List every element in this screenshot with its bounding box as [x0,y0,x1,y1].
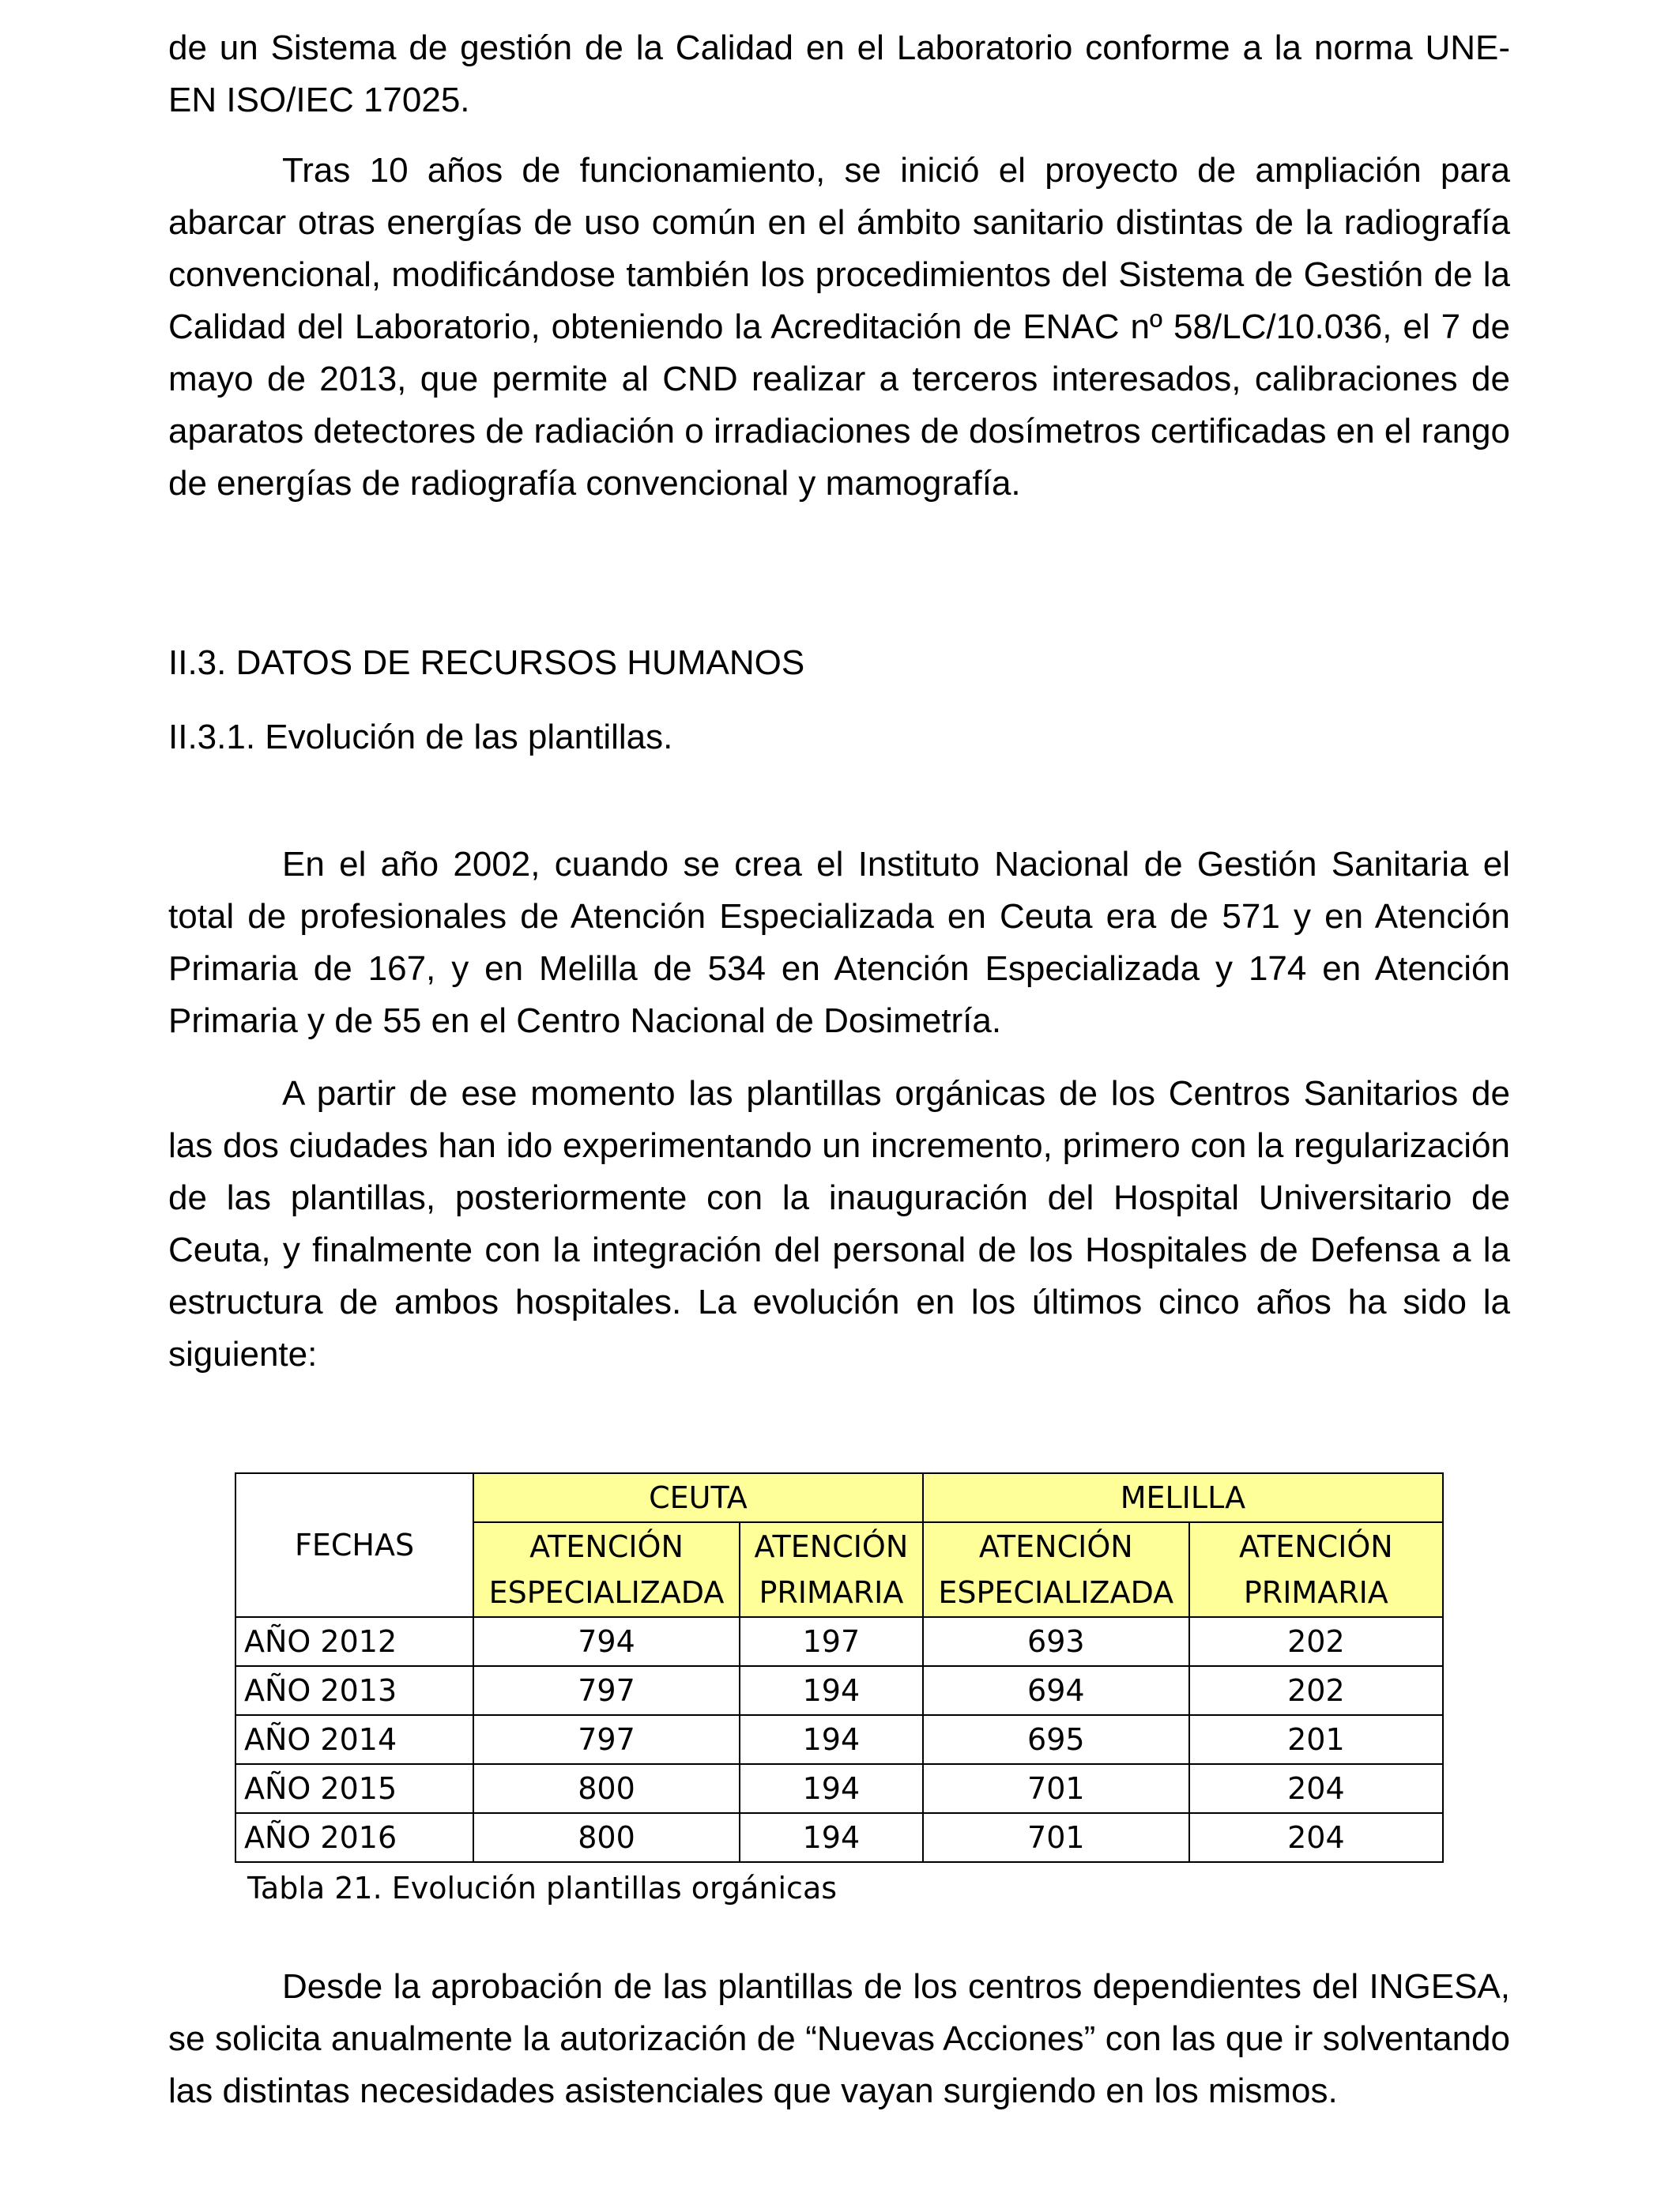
value-cell: 797 [473,1666,740,1715]
table-row [235,1715,1443,1764]
subsection-heading: II.3.1. Evolución de las plantillas. [168,718,673,756]
value-cell: 694 [923,1666,1189,1715]
year-cell: AÑO 2016 [235,1813,473,1862]
value-cell: 194 [740,1666,923,1715]
year-cell: AÑO 2015 [235,1764,473,1813]
value-cell: 695 [923,1715,1189,1764]
value-cell: 701 [923,1813,1189,1862]
value-cell: 202 [1189,1666,1443,1715]
melilla-primaria-header: ATENCIÓN PRIMARIA [1189,1522,1443,1617]
table-row [235,1617,1443,1666]
table-caption: Tabla 21. Evolución plantillas orgánicas [247,1871,838,1906]
table-row [235,1666,1443,1715]
paragraph-2: Tras 10 años de funcionamiento, se inició el proyecto de ampliación para abarcar otras energías de uso común en el ámbito sanitario distintas de la radiografía convencional, modificándose también los procedimientos del Sistema de Gestión de la Calidad del Laboratorio, obteniendo la Acreditación de ENAC nº 58/LC/10.036, el 7 de mayo de 2013, que permite al CND realizar a terceros interesados, calibraciones de aparatos detectores de radiación o irradiaciones de dosímetros certificadas en el rango de energías de radiografía convencional y mamografía. [168,151,1510,503]
ceuta-especializada-header: ATENCIÓN ESPECIALIZADA [473,1522,740,1617]
paragraph-4: A partir de ese momento las plantillas orgánicas de los Centros Sanitarios de las dos ciudades han ido experimentando un incremento, primero con la regularización de las plantillas, posteriormente con la inauguración del Hospital Universitario de Ceuta, y finalmente con la integración del personal de los Hospitales de Defensa a la estructura de ambos hospitales. La evolución en los últimos cinco años ha sido la siguiente: [168,1074,1510,1374]
fechas-header: FECHAS [235,1473,473,1617]
ceuta-primaria-header: ATENCIÓN PRIMARIA [740,1522,923,1617]
year-cell: AÑO 2013 [235,1666,473,1715]
year-cell: AÑO 2014 [235,1715,473,1764]
value-cell: 202 [1189,1617,1443,1666]
value-cell: 194 [740,1813,923,1862]
value-cell: 204 [1189,1764,1443,1813]
value-cell: 693 [923,1617,1189,1666]
year-cell: AÑO 2012 [235,1617,473,1666]
value-cell: 194 [740,1715,923,1764]
value-cell: 201 [1189,1715,1443,1764]
value-cell: 194 [740,1764,923,1813]
staffing-table-block [235,1472,1444,1910]
value-cell: 204 [1189,1813,1443,1862]
value-cell: 800 [473,1764,740,1813]
table-row [235,1813,1443,1862]
paragraph-5: Desde la aprobación de las plantillas de los centros dependientes del INGESA, se solicita anualmente la autorización de “Nuevas Acciones” con las que ir solventando las distintas necesidades asistenciales que vayan surgiendo en los mismos. [168,1967,1510,2110]
section-heading: II.3. DATOS DE RECURSOS HUMANOS [168,643,805,682]
staffing-table [235,1472,1444,1863]
table-row [235,1764,1443,1813]
value-cell: 701 [923,1764,1189,1813]
value-cell: 797 [473,1715,740,1764]
ceuta-header: CEUTA [473,1473,923,1522]
melilla-header: MELILLA [923,1473,1443,1522]
paragraph-1: de un Sistema de gestión de la Calidad en el Laboratorio conforme a la norma UNE-EN ISO/IEC 17025. [168,28,1510,119]
value-cell: 197 [740,1617,923,1666]
paragraph-3: En el año 2002, cuando se crea el Instituto Nacional de Gestión Sanitaria el total de profesionales de Atención Especializada en Ceuta era de 571 y en Atención Primaria de 167, y en Melilla de 534 en Atención Especializada y 174 en Atención Primaria y de 55 en el Centro Nacional de Dosimetría. [168,845,1510,1040]
value-cell: 800 [473,1813,740,1862]
melilla-especializada-header: ATENCIÓN ESPECIALIZADA [923,1522,1189,1617]
value-cell: 794 [473,1617,740,1666]
